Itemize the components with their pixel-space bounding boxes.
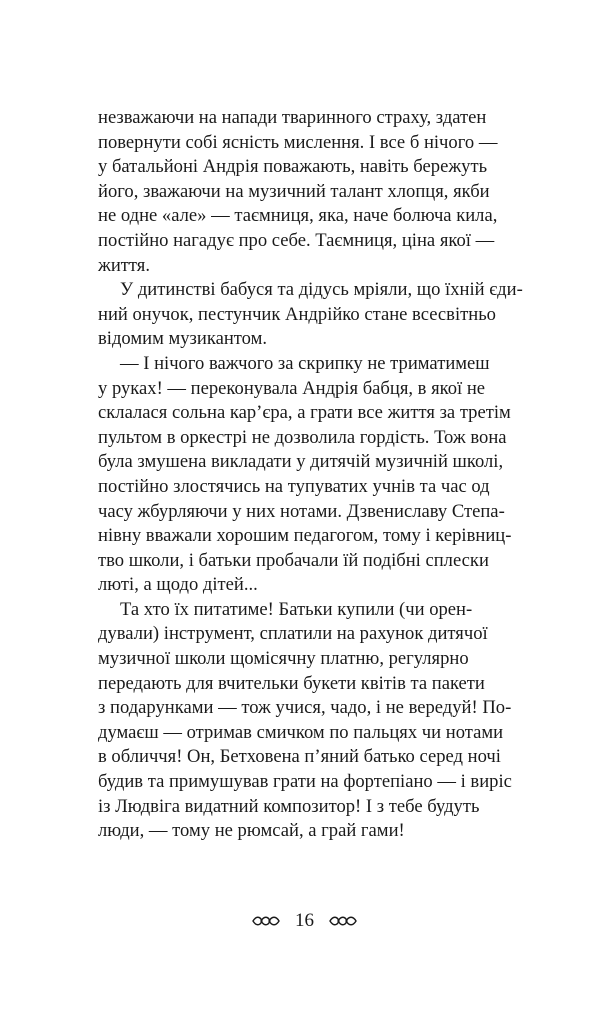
text-line: думаєш — отримав смичком по пальцях чи нотами (98, 721, 504, 743)
text-line: була змушена викладати у дитячій музичній школі, (98, 451, 504, 473)
text-line: будив та примушував грати на фортепіано — і виріс (98, 771, 512, 793)
text-line: у руках! — переконувала Андрія бабця, в якої не (98, 377, 486, 399)
text-line: музичної школи щомісячну платню, регулярно (98, 648, 469, 670)
text-line: дували) інструмент, сплатили на рахунок дитячої (98, 623, 488, 645)
text-line: відомим музикантом. (98, 328, 268, 350)
text-line: часу жбурляючи у них нотами. Дзвениславу Степа- (98, 500, 505, 522)
body-text (98, 106, 544, 844)
text-line: у батальйоні Андрія поважають, навіть бережуть (98, 156, 488, 178)
text-line: незважаючи на напади тваринного страху, здатен (98, 107, 487, 128)
text-line: склалася сольна кар’єра, а грати все життя за третім (98, 402, 511, 424)
text-line: життя. (98, 254, 151, 276)
ornament-left-icon (251, 914, 281, 928)
text-line: із Людвіга видатний композитор! І з тебе будуть (98, 795, 480, 817)
text-line: постійно нагадує про себе. Таємниця, ціна якої — (98, 229, 495, 251)
text-line: люди, — тому не рюмсай, а грай гами! (98, 820, 405, 842)
text-line: постійно злостячись на тупуватих учнів та час од (98, 475, 490, 497)
text-line: не одне «але» — таємниця, яка, наче болюча кила, (98, 205, 498, 227)
text-line: повернути собі ясність мислення. І все б нічого — (98, 131, 498, 153)
text-line: тво школи, і батьки пробачали їй подібні сплески (98, 549, 489, 571)
text-line: — І нічого важчого за скрипку не триматимеш (120, 352, 490, 374)
page-number: 16 (295, 910, 314, 931)
text-line: Та хто їх питатиме! Батьки купили (чи орен- (120, 598, 473, 620)
text-line: в обличчя! Он, Бетховена п’яний батько серед ночі (98, 746, 501, 768)
text-line: пультом в оркестрі не дозволила гордість. Тож вона (98, 426, 507, 448)
text-line: з подарунками — тож учися, чадо, і не вередуй! По- (98, 697, 512, 719)
ornament-right-icon (328, 914, 358, 928)
text-line: передають для вчительки букети квітів та пакети (98, 672, 485, 694)
page-footer (0, 910, 609, 932)
text-line: ний онучок, пестунчик Андрійко стане всесвітньо (98, 303, 496, 325)
text-line: його, зважаючи на музичний талант хлопця, якби (98, 180, 490, 202)
text-line: люті, а щодо дітей... (98, 574, 258, 596)
text-line: нівну вважали хорошим педагогом, тому і керівниц- (98, 525, 512, 547)
text-line: У дитинстві бабуся та дідусь мріяли, що їхній єди- (120, 279, 523, 301)
